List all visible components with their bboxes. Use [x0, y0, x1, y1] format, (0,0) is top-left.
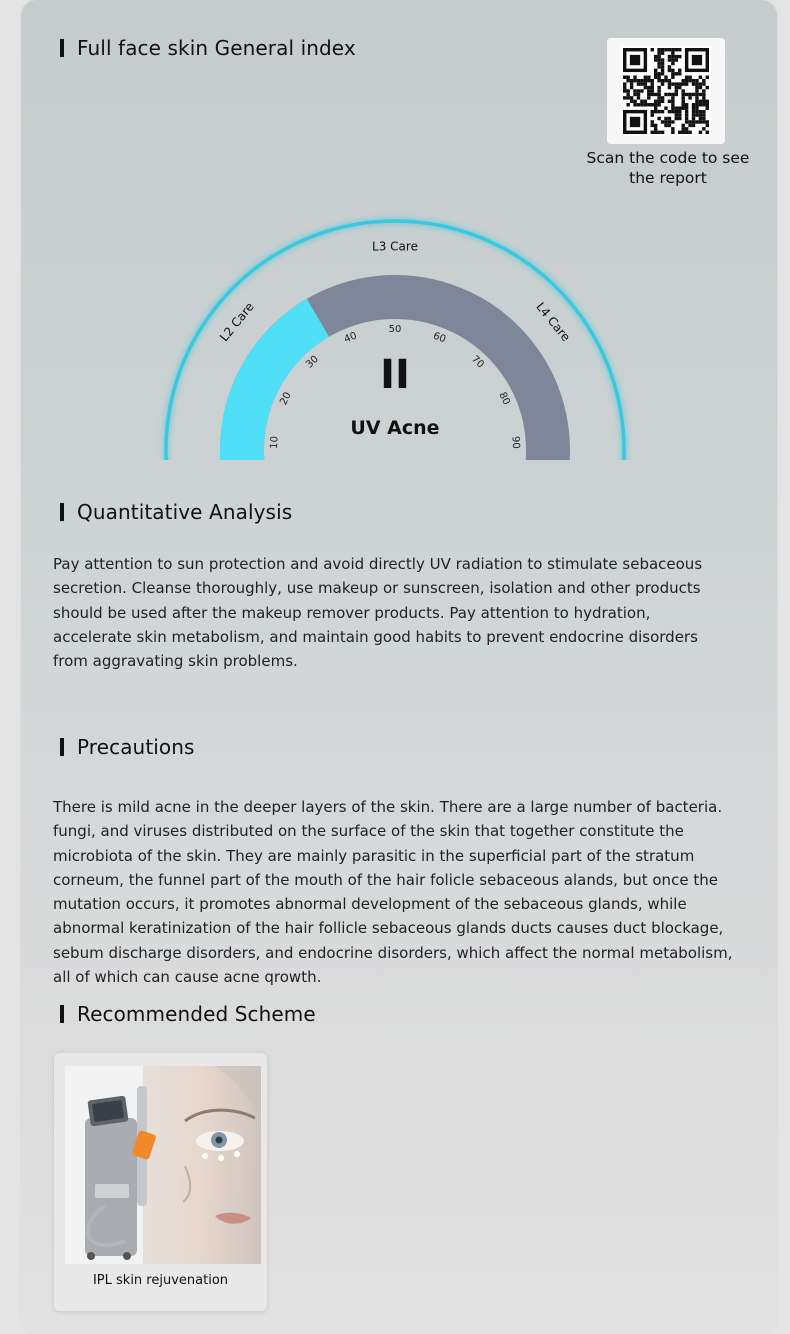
section-title-text: Quantitative Analysis: [77, 500, 293, 524]
ipl-device-face-image: [65, 1066, 261, 1264]
qr-code-icon: [607, 38, 725, 144]
section-title-precautions: [60, 735, 195, 759]
gauge-tick-label: 90: [509, 435, 522, 450]
scheme-item-label: IPL skin rejuvenation: [92, 1273, 229, 1288]
gauge-tick-label: 10: [268, 435, 281, 450]
section-title-text: Full face skin General index: [77, 36, 356, 60]
section-title-text: Recommended Scheme: [77, 1002, 316, 1026]
qr-code[interactable]: [607, 38, 725, 144]
gauge-tick-label: 80: [496, 390, 512, 407]
section-title-text: Precautions: [77, 735, 195, 759]
gauge-tick-label: 70: [469, 353, 486, 371]
gauge-tick-label: 40: [342, 330, 359, 346]
section-title-general-index: [60, 36, 356, 60]
title-bar-marker: [60, 503, 64, 521]
precautions-text: There is mild acne in the deeper layers of the skin. There are a large number of bacteria. fungi, and viruses distributed on the surface of the skin that together constitute the microbiota of the skin. They are mainly parasitic in the superficial part of the stratum corneum, the funnel part of the mouth of the hair folicle sebaceous alands, but once the mutation occurs, it promotes abnormal development of the sebaceous glands, while abnormal keratinization of the hair follicle sebaceous glands ducts causes duct blockage, sebum discharge disorders, and endocrine disorders, which affect the normal metabolism, all of which can cause acne qrowth.: [53, 798, 733, 987]
qr-caption: Scan the code to see the report: [586, 149, 750, 187]
care-level-label: L2 Care: [216, 299, 257, 345]
gauge-tick-label: 60: [431, 330, 448, 346]
title-bar-marker: [60, 39, 64, 57]
gauge-tick-label: 30: [304, 353, 321, 371]
section-title-quantitative: [60, 500, 292, 524]
gauge-tick-label: 20: [278, 390, 294, 407]
section-title-recommended: [60, 1002, 316, 1026]
gauge-level-roman: II: [380, 352, 410, 398]
gauge-tick-label: 50: [388, 324, 402, 335]
gauge-metric-label: UV Acne: [350, 417, 440, 439]
quantitative-analysis-text: Pay attention to sun protection and avoid directly UV radiation to stimulate sebaceous secretion. Cleanse thoroughly, use makeup or sunscreen, isolation and other products should be used after the makeup remover products. Pay attention to hydration, accelerate skin metabolism, and maintain good habits to prevent endocrine disorders from aggravating skin problems.: [53, 555, 703, 671]
skin-index-gauge: [150, 150, 640, 460]
care-level-label: L3 Care: [372, 239, 418, 254]
scheme-image: [65, 1066, 261, 1264]
title-bar-marker: [60, 738, 64, 756]
scheme-card-ipl[interactable]: [54, 1053, 267, 1311]
care-level-label: L4 Care: [533, 299, 574, 345]
title-bar-marker: [60, 1005, 64, 1023]
